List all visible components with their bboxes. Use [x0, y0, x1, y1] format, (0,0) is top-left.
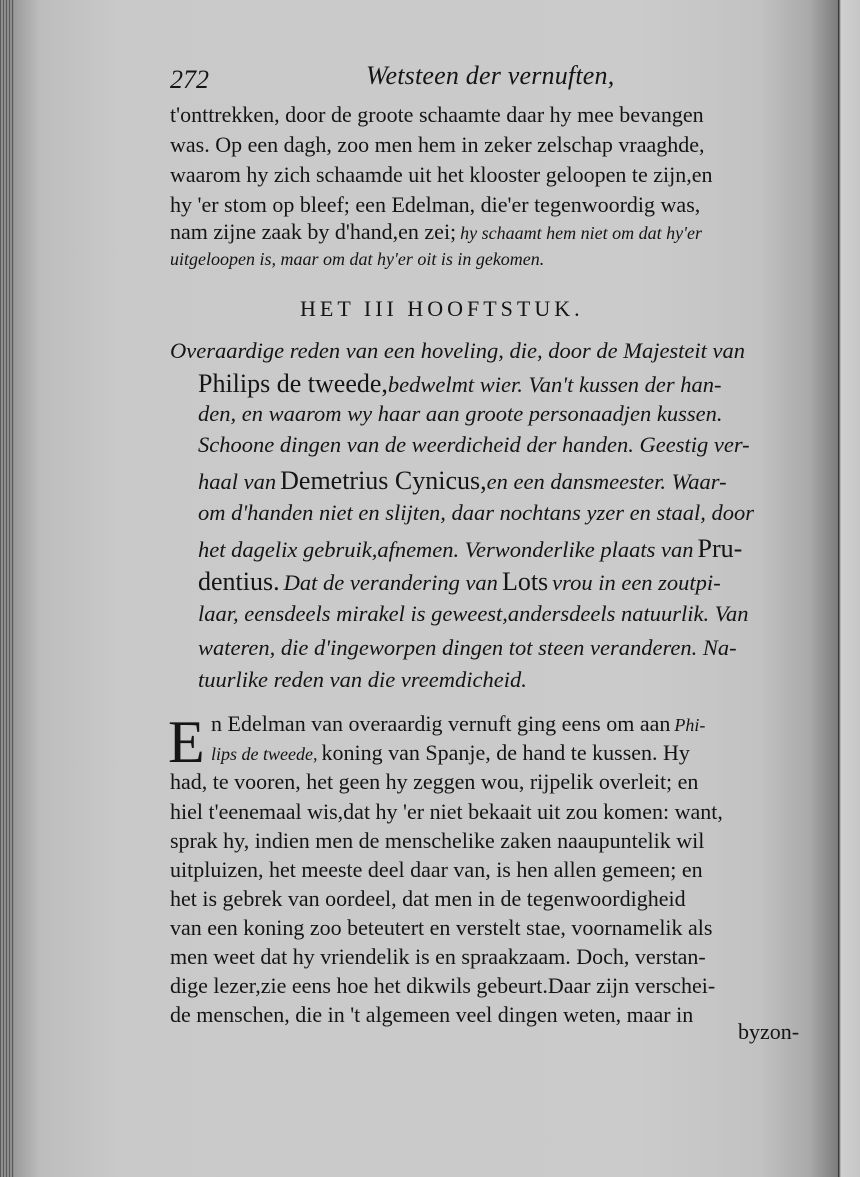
- page-number: 272: [170, 65, 209, 94]
- body-line: hiel t'eenemaal wis,dat hy 'er niet bekaait uit zou komen: want,: [170, 799, 723, 824]
- text-italic: bedwelmt wier. Van't kussen der han-: [387, 372, 722, 397]
- summary-line: Overaardige reden van een hoveling, die, door de Majesteit van: [170, 338, 746, 363]
- text-italic: het dagelix gebruik,afnemen. Verwonderlike plaats van: [198, 537, 694, 562]
- text-italic: haal van: [198, 469, 277, 494]
- summary-line: wateren, die d'ingeworpen dingen tot steen veranderen. Na-: [198, 635, 737, 660]
- body-line: had, te vooren, het geen hy zeggen wou, rijpelik overleit; en: [170, 769, 699, 794]
- body-line: sprak hy, indien men de menschelike zaken naaupuntelik wil: [170, 828, 705, 853]
- body-line: dige lezer,zie eens hoe het dikwils gebeurt.Daar zijn verschei-: [170, 973, 716, 998]
- text-line: [170, 221, 702, 243]
- text-roman: n Edelman van overaardig vernuft ging eens om aan: [211, 711, 671, 736]
- text-roman: koning van Spanje, de hand te kussen. Hy: [321, 740, 690, 765]
- text-italic: lips de tweede,: [211, 744, 318, 764]
- body-line: van een koning zoo beteutert en verstelt stae, voornamelik als: [170, 915, 713, 940]
- drop-cap: E: [168, 709, 205, 775]
- body-line: [211, 742, 690, 764]
- summary-line: den, en waarom wy haar aan groote personaadjen kussen.: [198, 401, 723, 426]
- body-line: de menschen, die in 't algemeen veel dingen weten, maar in: [170, 1002, 694, 1027]
- chapter-heading: HET III HOOFTSTUK.: [300, 296, 584, 321]
- text-roman: Philips de tweede,: [198, 369, 388, 398]
- body-line: uitpluizen, het meeste deel daar van, is hen allen gemeen; en: [170, 857, 703, 882]
- facing-page-edge: [838, 0, 860, 1177]
- body-line: [211, 713, 705, 735]
- summary-line: [198, 468, 727, 494]
- text-roman: Pru-: [697, 534, 743, 563]
- text-italic: en een dansmeester. Waar-: [486, 469, 727, 494]
- text-line: t'onttrekken, door de groote schaamte daar hy mee bevangen: [170, 102, 704, 127]
- text-italic: Phi-: [674, 715, 706, 735]
- body-line: het is gebrek van oordeel, dat men in de tegenwoordigheid: [170, 886, 686, 911]
- text-italic: Dat de verandering van: [283, 570, 498, 595]
- text-italic: hy schaamt hem niet om dat hy'er: [460, 223, 702, 243]
- summary-line: om d'handen niet en slijten, daar nochtans yzer en staal, door: [198, 500, 755, 525]
- catchword: byzon-: [738, 1019, 800, 1044]
- summary-line: [198, 371, 721, 397]
- text-line: uitgeloopen is, maar om dat hy'er oit is in gekomen.: [170, 249, 545, 269]
- text-line: hy 'er stom op bleef; een Edelman, die'er tegenwoordig was,: [170, 192, 701, 217]
- text-roman: Demetrius Cynicus,: [280, 466, 487, 495]
- page-stack-edge: [0, 0, 14, 1177]
- text-line: waarom hy zich schaamde uit het klooster geloopen te zijn,en: [170, 162, 713, 187]
- running-head: Wetsteen der vernuften,: [366, 61, 615, 90]
- summary-line: Schoone dingen van de weerdicheid der handen. Geestig ver-: [198, 432, 750, 457]
- text-roman: nam zijne zaak by d'hand,en zei;: [170, 219, 457, 244]
- text-roman: Lots: [501, 567, 549, 596]
- body-line: men weet dat hy vriendelik is en spraakzaam. Doch, verstan-: [170, 944, 706, 969]
- summary-line: [198, 536, 742, 562]
- summary-line: [198, 569, 721, 595]
- text-roman: dentius.: [198, 567, 280, 596]
- text-italic: vrou in een zoutpi-: [552, 570, 721, 595]
- summary-line: laar, eensdeels mirakel is geweest,andersdeels natuurlik. Van: [198, 601, 749, 626]
- text-line: was. Op een dagh, zoo men hem in zeker zelschap vraaghde,: [170, 132, 705, 157]
- summary-line: tuurlike reden van die vreemdicheid.: [198, 667, 527, 692]
